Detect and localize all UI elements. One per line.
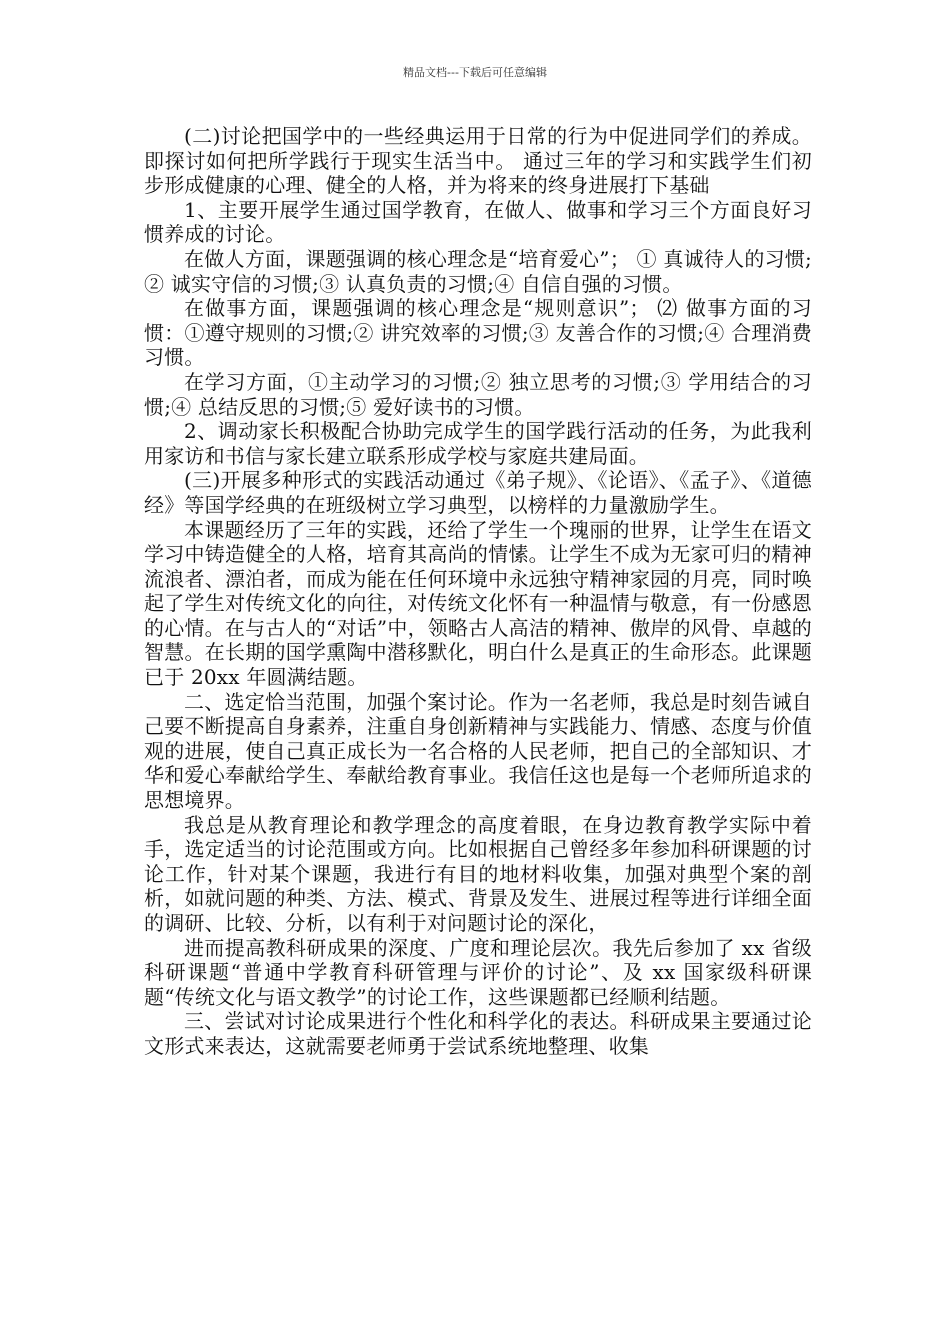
paragraph: 在做事方面，课题强调的核心理念是“规则意识”； ⑵ 做事方面的习惯：①遵守规则的习惯;② 讲究效率的习惯;③ 友善合作的习惯;④ 合理消费习惯。: [144, 296, 812, 370]
page-header: 精品文档---下载后可任意编辑: [403, 66, 547, 79]
paragraph: 二、选定恰当范围，加强个案讨论。作为一名老师，我总是时刻告诫自己要不断提高自身素养，注重自身创新精神与实践能力、情感、态度与价值观的进展，使自己真正成长为一名合格的人民老师，把自己的全部知识、才华和爱心奉献给学生、奉献给教育事业。我信任这也是每一个老师所追求的思想境界。: [144, 689, 812, 813]
paragraph: (三)开展多种形式的实践活动通过《弟子规》、《论语》、《孟子》、《道德经》等国学经典的在班级树立学习典型，以榜样的力量激励学生。: [144, 468, 812, 517]
paragraph: 本课题经历了三年的实践，还给了学生一个瑰丽的世界，让学生在语文学习中铸造健全的人格，培育其高尚的情愫。让学生不成为无家可归的精神流浪者、漂泊者，而成为能在任何环境中永远独守精神家园的月亮，同时唤起了学生对传统文化的向往，对传统文化怀有一种温情与敬意，有一份感恩的心情。在与古人的“对话”中，领略古人高洁的精神、傲岸的风骨、卓越的智慧。在长期的国学熏陶中潜移默化，明白什么是真正的生命形态。此课题已于 20xx 年圆满结题。: [144, 517, 812, 690]
paragraph: 2、调动家长积极配合协助完成学生的国学践行活动的任务，为此我利用家访和书信与家长建立联系形成学校与家庭共建局面。: [144, 419, 812, 468]
paragraph: (二)讨论把国学中的一些经典运用于日常的行为中促进同学们的养成。即探讨如何把所学践行于现实生活当中。 通过三年的学习和实践学生们初步形成健康的心理、健全的人格，并为将来的终身进展打下基础: [144, 124, 812, 198]
paragraph: 1、主要开展学生通过国学教育，在做人、做事和学习三个方面良好习惯养成的讨论。: [144, 197, 812, 247]
document-body: [144, 124, 812, 1059]
paragraph: 在学习方面，①主动学习的习惯;② 独立思考的习惯;③ 学用结合的习惯;④ 总结反思的习惯;⑤ 爱好读书的习惯。: [144, 369, 812, 419]
paragraph: 我总是从教育理论和教学理念的高度着眼，在身边教育教学实际中着手，选定适当的讨论范围或方向。比如根据自己曾经多年参加科研课题的讨论工作，针对某个课题，我进行有目的地材料收集，加强对典型个案的剖析，如就问题的种类、方法、模式、背景及发生、进展过程等进行详细全面的调研、比较、分析，以有利于对问题讨论的深化，: [144, 812, 812, 935]
paragraph: 三、尝试对讨论成果进行个性化和科学化的表达。科研成果主要通过论文形式来表达，这就需要老师勇于尝试系统地整理、收集: [144, 1009, 812, 1058]
paragraph: 进而提高教科研成果的深度、广度和理论层次。我先后参加了 xx 省级科研课题“普通中学教育科研管理与评价的讨论”、及 xx 国家级科研课题“传统文化与语文教学”的讨论工作，这些课题都已经顺利结题。: [144, 935, 812, 1009]
paragraph: 在做人方面，课题强调的核心理念是“培育爱心”； ① 真诚待人的习惯;② 诚实守信的习惯;③ 认真负责的习惯;④ 自信自强的习惯。: [144, 246, 812, 296]
